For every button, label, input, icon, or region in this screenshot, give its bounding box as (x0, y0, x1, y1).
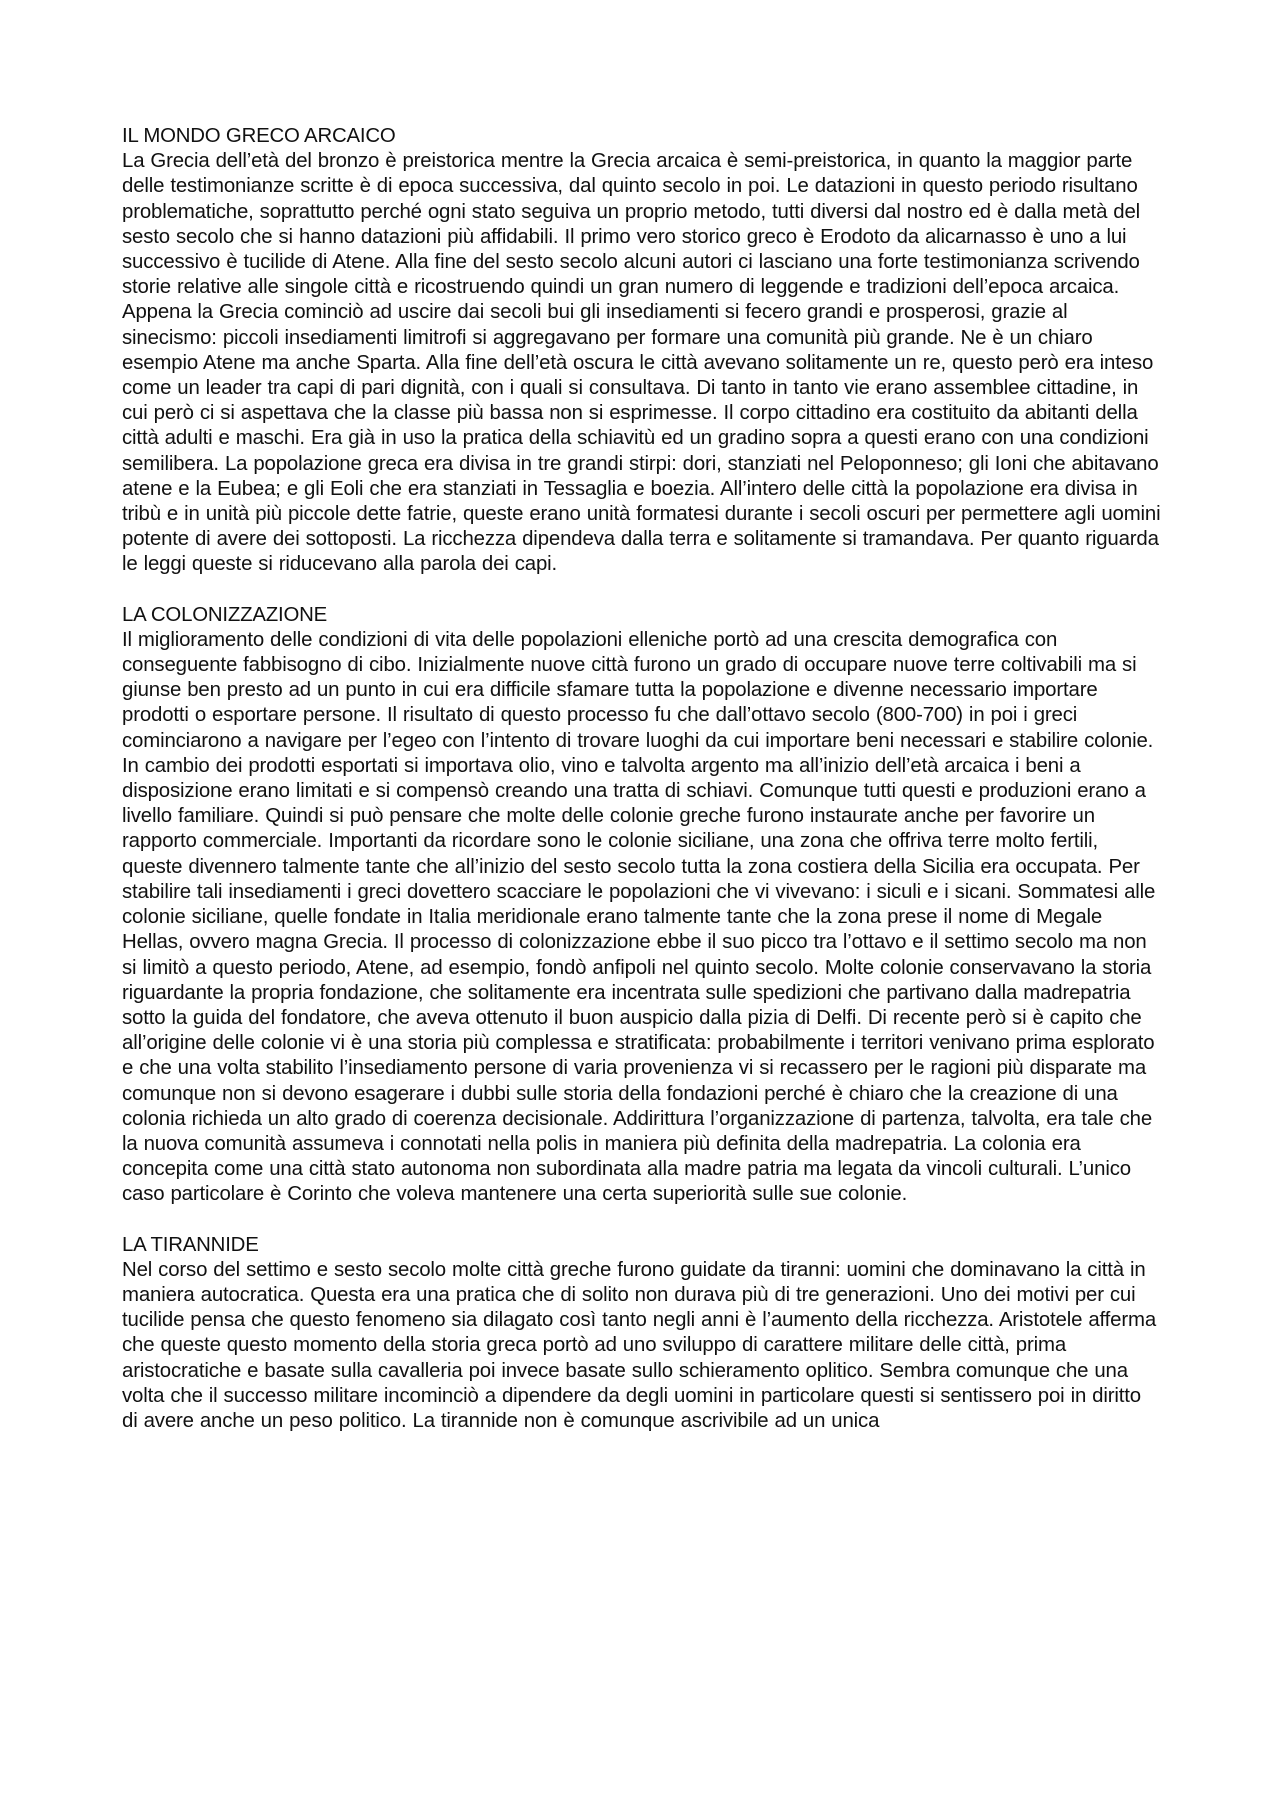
section-body: La Grecia dell’età del bronzo è preistorica mentre la Grecia arcaica è semi-preistorica, in quanto la maggior parte delle testimonianze scritte è di epoca successiva, dal quinto secolo in poi. Le datazioni in questo periodo risultano problematiche, soprattutto perché ogni stato seguiva un proprio metodo, tutti diversi dal nostro ed è dalla metà del sesto secolo che si hanno datazioni più affidabili. Il primo vero storico greco è Erodoto da alicarnasso è uno a lui successivo è tucilide di Atene. Alla fine del sesto secolo alcuni autori ci lasciano una forte testimonianza scrivendo storie relative alle singole città e ricostruendo quindi un gran numero di leggende e tradizioni dell’epoca arcaica. Appena la Grecia cominciò ad uscire dai secoli bui gli insediamenti si fecero grandi e prosperosi, grazie al sinecismo: piccoli insediamenti limitrofi si aggregavano per formare una comunità più grande. Ne è un chiaro esempio Atene ma anche Sparta. Alla fine dell’età oscura le città avevano solitamente un re, questo però era inteso come un leader tra capi di pari dignità, con i quali si consultava. Di tanto in tanto vie erano assemblee cittadine, in cui però ci si aspettava che la classe più bassa non si esprimesse. Il corpo cittadino era costituito da abitanti della città adulti e maschi. Era già in uso la pratica della schiavitù ed un gradino sopra a questi erano con una condizioni semilibera. La popolazione greca era divisa in tre grandi stirpi: dori, stanziati nel Peloponneso; gli Ioni che abitavano atene e la Eubea; e gli Eoli che era stanziati in Tessaglia e boezia. All’intero delle città la popolazione era divisa in tribù e in unità più piccole dette fatrie, queste erano unità formatesi durante i secoli oscuri per permettere agli uomini potente di avere dei sottoposti. La ricchezza dipendeva dalla terra e solitamente si tramandava. Per quanto riguarda le leggi queste si riducevano alla parola dei capi. (122, 150, 1161, 576)
section-tirannide (122, 1233, 1162, 1435)
section-title: IL MONDO GRECO ARCAICO (122, 125, 396, 147)
section-body: Nel corso del settimo e sesto secolo molte città greche furono guidate da tiranni: uomini che dominavano la città in maniera autocratica. Questa era una pratica che di solito non durava più di tre generazioni. Uno dei motivi per cui tucilide pensa che questo fenomeno sia dilagato così tanto negli anni è l’aumento della ricchezza. Aristotele afferma che queste questo momento della storia greca portò ad uno sviluppo di carattere militare delle città, prima aristocratiche e basate sulla cavalleria poi invece basate sullo schieramento oplitico. Sembra comunque che una volta che il successo militare incominciò a dipendere da degli uomini in particolare questi si sentissero poi in diritto di avere anche un peso politico. La tirannide non è comunque ascrivibile ad un unica (122, 1258, 1157, 1432)
section-body: Il miglioramento delle condizioni di vita delle popolazioni elleniche portò ad una crescita demografica con conseguente fabbisogno di cibo. Inizialmente nuove città furono un grado di occupare nuove terre coltivabili ma si giunse ben presto ad un punto in cui era difficile sfamare tutta la popolazione e divenne necessario importare prodotti o esportare persone. Il risultato di questo processo fu che dall’ottavo secolo (800-700) in poi i greci cominciarono a navigare per l’egeo con l’intento di trovare luoghi da cui importare beni necessari e stabilire colonie. In cambio dei prodotti esportati si importava olio, vino e talvolta argento ma all’inizio dell’età arcaica i beni a disposizione erano limitati e si compensò creando una tratta di schiavi. Comunque tutti questi e produzioni erano a livello familiare. Quindi si può pensare che molte delle colonie greche furono instaurate anche per favorire un rapporto commerciale. Importanti da ricordare sono le colonie siciliane, una zona che offriva terre molto fertili, queste divennero talmente tante che all’inizio del sesto secolo tutta la zona costiera della Sicilia era occupata. Per stabilire tali insediamenti i greci dovettero scacciare le popolazioni che vi vivevano: i siculi e i sicani. Sommatesi alle colonie siciliane, quelle fondate in Italia meridionale erano talmente tante che la zona prese il nome di Megale Hellas, ovvero magna Grecia. Il processo di colonizzazione ebbe il suo picco tra l’ottavo e il settimo secolo ma non si limitò a questo periodo, Atene, ad esempio, fondò anfipoli nel quinto secolo. Molte colonie conservavano la storia riguardante la propria fondazione, che solitamente era incentrata sulle spedizioni che partivano dalla madrepatria sotto la guida del fondatore, che aveva ottenuto il buon auspicio dalla pizia di Delfi. Di recente però si è capito che all’origine delle colonie vi è una storia più complessa e stratificata: probabilmente i territori venivano prima esplorato e che una volta stabilito l’insediamento persone di varia provenienza vi si recassero per le ragioni più disparate ma comunque non si devono esagerare i dubbi sulle storia della fondazioni perché è chiaro che la creazione di una colonia richieda un alto grado di coerenza decisionale. Addirittura l’organizzazione di partenza, talvolta, era tale che la nuova comunità assumeva i connotati nella polis in maniera più definita della madrepatria. La colonia era concepita come una città stato autonoma non subordinata alla madre patria ma legata da vincoli culturali. L’unico caso particolare è Corinto che voleva mantenere una certa superiorità sulle sue colonie. (122, 628, 1156, 1206)
section-title: LA TIRANNIDE (122, 1233, 259, 1256)
document-page (122, 124, 1162, 1459)
section-mondo-greco-arcaico (122, 124, 1162, 578)
section-colonizzazione (122, 603, 1162, 1208)
section-title: LA COLONIZZAZIONE (122, 603, 328, 626)
